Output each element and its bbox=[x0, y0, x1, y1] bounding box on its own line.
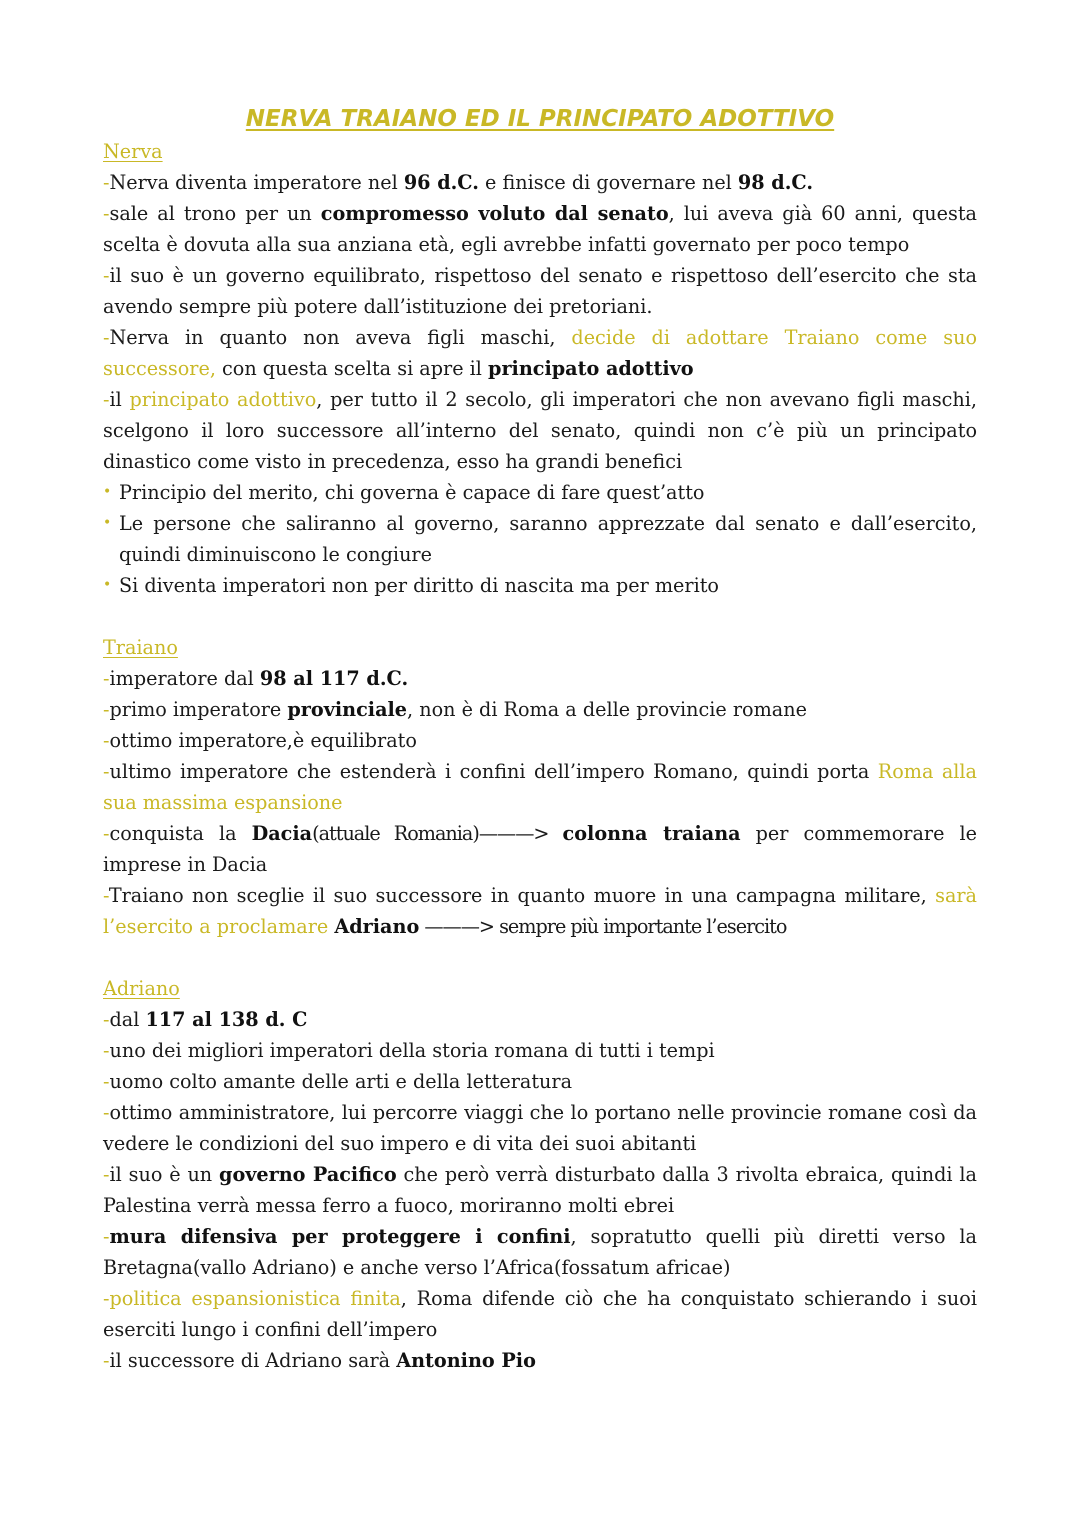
dash-marker: - bbox=[103, 1349, 110, 1372]
dash-marker: - bbox=[103, 667, 110, 690]
traiano-line-4: -ultimo imperatore che estenderà i confini dell’impero Romano, quindi porta Roma alla sua massima espansione bbox=[103, 760, 978, 814]
nerva-line-5: -il principato adottivo, per tutto il 2 secolo, gli imperatori che non avevano figli maschi, scelgono il loro successore all’interno del senato, quindi non c’è più un principato dinastico come visto in precedenza, esso ha grandi benefici bbox=[103, 388, 978, 473]
dash-marker: - bbox=[103, 1039, 110, 1062]
dash-marker: - bbox=[103, 264, 110, 287]
dash-marker: - bbox=[103, 760, 110, 783]
document-page bbox=[103, 102, 977, 1376]
section-adriano bbox=[103, 973, 977, 1376]
section-spacer bbox=[103, 942, 977, 973]
section-nerva bbox=[103, 136, 977, 601]
adriano-line-1: -dal 117 al 138 d. C bbox=[103, 1008, 308, 1031]
dash-marker: - bbox=[103, 1008, 110, 1031]
section-traiano bbox=[103, 632, 977, 942]
dash-marker: - bbox=[103, 326, 110, 349]
section-heading-nerva: Nerva bbox=[103, 140, 163, 163]
adriano-line-5: -il suo è un governo Pacifico che però verrà disturbato dalla 3 rivolta ebraica, quindi la Palestina verrà messa ferro a fuoco, moriranno molti ebrei bbox=[103, 1163, 977, 1217]
dash-marker: - bbox=[103, 1287, 110, 1310]
nerva-line-4: -Nerva in quanto non aveva figli maschi, decide di adottare Traiano come suo successore, con questa scelta si apre il principato adottivo bbox=[103, 326, 978, 380]
dash-marker: - bbox=[103, 729, 110, 752]
nerva-line-3: -il suo è un governo equilibrato, rispettoso del senato e rispettoso dell’esercito che sta avendo sempre più potere dall’istituzione dei pretoriani. bbox=[103, 264, 977, 318]
dash-marker: - bbox=[103, 822, 110, 845]
section-heading-traiano: Traiano bbox=[103, 636, 178, 659]
dash-marker: - bbox=[103, 1225, 110, 1248]
dash-marker: - bbox=[103, 202, 110, 225]
nerva-bullet-1: • Principio del merito, chi governa è capace di fare quest’atto bbox=[103, 477, 977, 508]
dash-marker: - bbox=[103, 1163, 110, 1186]
nerva-line-1: -Nerva diventa imperatore nel 96 d.C. e finisce di governare nel 98 d.C. bbox=[103, 171, 814, 194]
document-title: NERVA TRAIANO ED IL PRINCIPATO ADOTTIVO bbox=[245, 106, 835, 132]
adriano-line-4: -ottimo amministratore, lui percorre viaggi che lo portano nelle provincie romane così da vedere le condizioni del suo impero e di vita dei suoi abitanti bbox=[103, 1101, 977, 1155]
traiano-line-6: -Traiano non sceglie il suo successore in quanto muore in una campagna militare, sarà l’esercito a proclamare Adriano ———> sempre più importante l’esercito bbox=[103, 884, 977, 938]
dash-marker: - bbox=[103, 171, 110, 194]
nerva-bullet-3: • Si diventa imperatori non per diritto di nascita ma per merito bbox=[103, 570, 977, 601]
traiano-line-2: -primo imperatore provinciale, non è di Roma a delle provincie romane bbox=[103, 698, 807, 721]
dash-marker: - bbox=[103, 1101, 110, 1124]
dash-marker: - bbox=[103, 884, 109, 907]
traiano-line-3: -ottimo imperatore,è equilibrato bbox=[103, 729, 417, 752]
nerva-line-2: -sale al trono per un compromesso voluto dal senato, lui aveva già 60 anni, questa scelta è dovuta alla sua anziana età, egli avrebbe infatti governato per poco tempo bbox=[103, 202, 977, 256]
adriano-line-6: -mura difensiva per proteggere i confini, sopratutto quelli più diretti verso la Bretagna(vallo Adriano) e anche verso l’Africa(fossatum africae) bbox=[103, 1225, 977, 1279]
adriano-line-2: -uno dei migliori imperatori della storia romana di tutti i tempi bbox=[103, 1039, 715, 1062]
traiano-line-1: -imperatore dal 98 al 117 d.C. bbox=[103, 667, 409, 690]
dash-marker: - bbox=[103, 1070, 110, 1093]
adriano-line-8: -il successore di Adriano sarà Antonino Pio bbox=[103, 1349, 536, 1372]
section-spacer bbox=[103, 601, 977, 632]
adriano-line-3: -uomo colto amante delle arti e della letteratura bbox=[103, 1070, 573, 1093]
dash-marker: - bbox=[103, 388, 110, 411]
adriano-line-7: -politica espansionistica finita, Roma difende ciò che ha conquistato schierando i suoi eserciti lungo i confini dell’impero bbox=[103, 1287, 977, 1341]
traiano-line-5: -conquista la Dacia(attuale Romania)———> colonna traiana per commemorare le imprese in Dacia bbox=[103, 822, 977, 876]
nerva-bullet-2: • Le persone che saliranno al governo, saranno apprezzate dal senato e dall’esercito, quindi diminuiscono le congiure bbox=[103, 508, 977, 570]
section-heading-adriano: Adriano bbox=[103, 977, 180, 1000]
dash-marker: - bbox=[103, 698, 110, 721]
